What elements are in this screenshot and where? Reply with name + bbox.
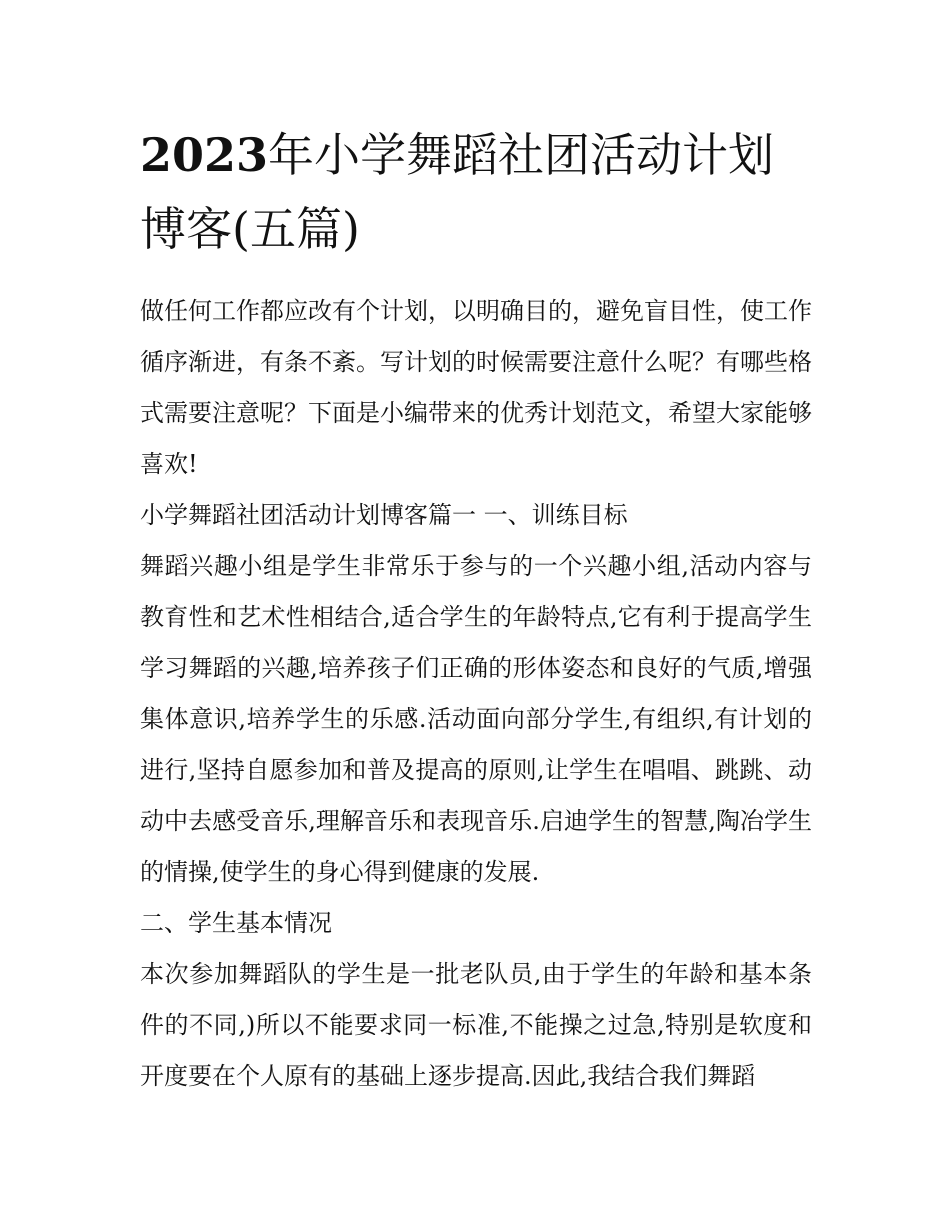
title-text: 年小学舞蹈社团活动计划博客(五篇) <box>140 128 775 256</box>
document-page <box>140 118 812 1102</box>
intro-paragraph: 做任何工作都应改有个计划，以明确目的，避免盲目性，使工作循序渐进，有条不紊。写计划的时候需要注意什么呢？有哪些格式需要注意呢？下面是小编带来的优秀计划范文，希望大家能够喜欢! <box>140 297 812 478</box>
section2-heading: 二、学生基本情况 <box>140 909 332 937</box>
document-title <box>140 118 812 266</box>
section1-heading: 小学舞蹈社团活动计划博客篇一 一、训练目标 <box>140 501 628 529</box>
title-year: 2023 <box>140 128 269 182</box>
section1-paragraph: 舞蹈兴趣小组是学生非常乐于参与的一个兴趣小组,活动内容与教育性和艺术性相结合,适合学生的年龄特点,它有利于提高学生学习舞蹈的兴趣,培养孩子们正确的形体姿态和良好的气质,增强集体意识,培养学生的乐感.活动面向部分学生,有组织,有计划的进行,坚持自愿参加和普及提高的原则,让学生在唱唱、跳跳、动动中去感受音乐,理解音乐和表现音乐.启迪学生的智慧,陶冶学生的情操,使学生的身心得到健康的发展. <box>140 552 812 886</box>
document-body <box>140 286 812 1102</box>
section2-paragraph: 本次参加舞蹈队的学生是一批老队员,由于学生的年龄和基本条件的不同,)所以不能要求同一标准,不能操之过急,特别是软度和开度要在个人原有的基础上逐步提高.因此,我结合我们舞蹈 <box>140 960 812 1090</box>
